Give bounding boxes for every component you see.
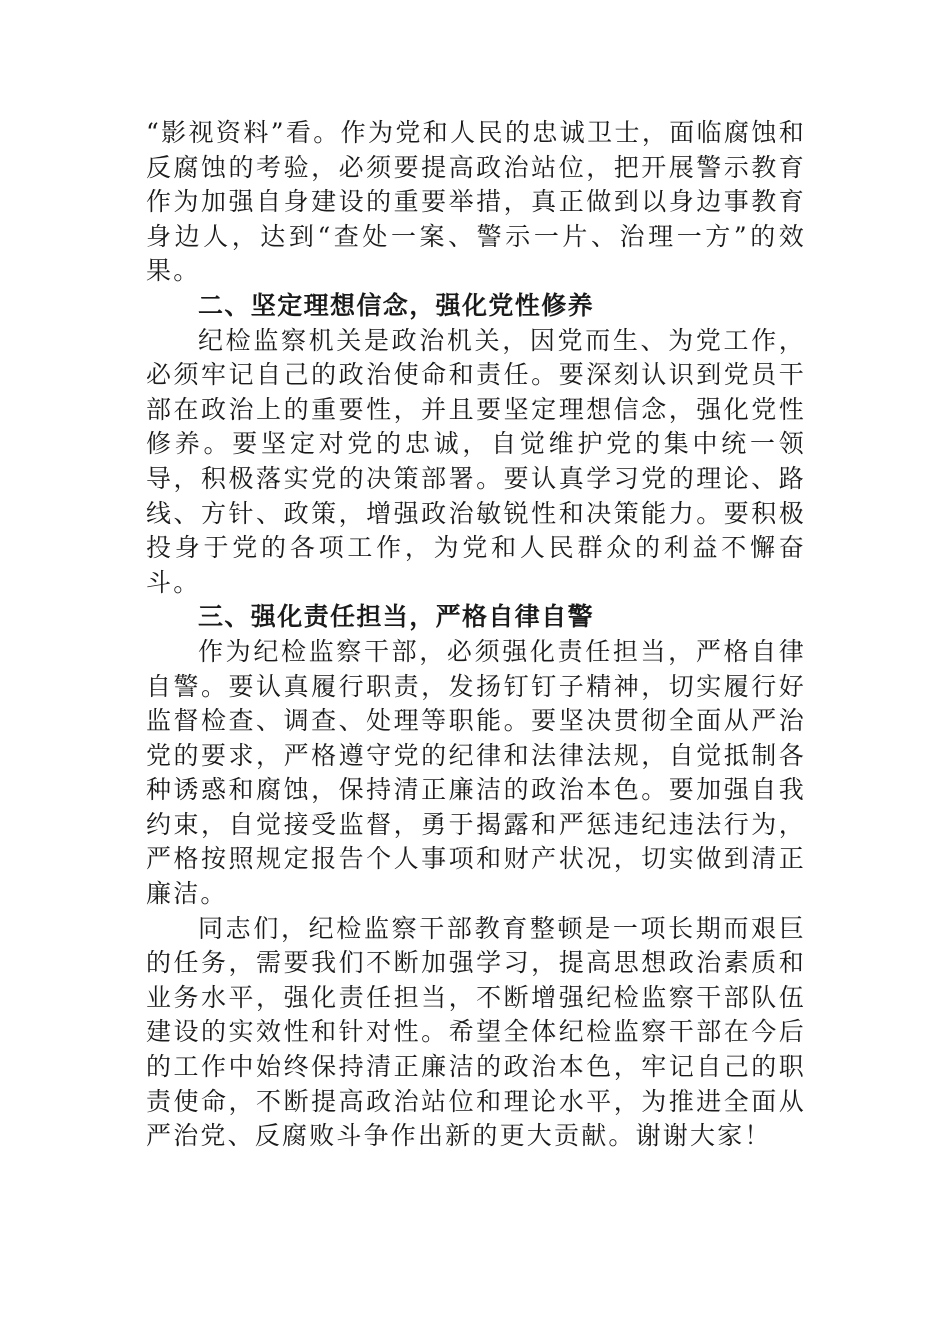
document-body — [146, 116, 806, 1154]
paragraph-section-3: 作为纪检监察干部，必须强化责任担当，严格自律自警。要认真履行职责，发扬钉钉子精神，切实履行好监督检查、调查、处理等职能。要坚决贯彻全面从严治党的要求，严格遵守党的纪律和法律法规，自觉抵制各种诱惑和腐蚀，保持清正廉洁的政治本色。要加强自我约束，自觉接受监督，勇于揭露和严惩违纪违法行为，严格按照规定报告个人事项和财产状况，切实做到清正廉洁。 — [146, 636, 806, 909]
section-heading-2: 二、坚定理想信念，强化党性修养 — [198, 290, 595, 320]
section-heading-3: 三、强化责任担当，严格自律自警 — [198, 602, 595, 632]
paragraph-section-2: 纪检监察机关是政治机关，因党而生、为党工作，必须牢记自己的政治使命和责任。要深刻认识到党员干部在政治上的重要性，并且要坚定理想信念，强化党性修养。要坚定对党的忠诚，自觉维护党的集中统一领导，积极落实党的决策部署。要认真学习党的理论、路线、方针、政策，增强政治敏锐性和决策能力。要积极投身于党的各项工作，为党和人民群众的利益不懈奋斗。 — [146, 325, 806, 597]
paragraph-continued: “影视资料”看。作为党和人民的忠诚卫士，面临腐蚀和反腐蚀的考验，必须要提高政治站位，把开展警示教育作为加强自身建设的重要举措，真正做到以身边事教育身边人，达到“查处一案、警示一片、治理一方”的效果。 — [146, 118, 806, 286]
paragraph-closing: 同志们，纪检监察干部教育整顿是一项长期而艰巨的任务，需要我们不断加强学习，提高思想政治素质和业务水平，强化责任担当，不断增强纪检监察干部队伍建设的实效性和针对性。希望全体纪检监察干部在今后的工作中始终保持清正廉洁的政治本色，牢记自己的职责使命，不断提高政治站位和理论水平，为推进全面从严治党、反腐败斗争作出新的更大贡献。谢谢大家！ — [146, 913, 806, 1151]
